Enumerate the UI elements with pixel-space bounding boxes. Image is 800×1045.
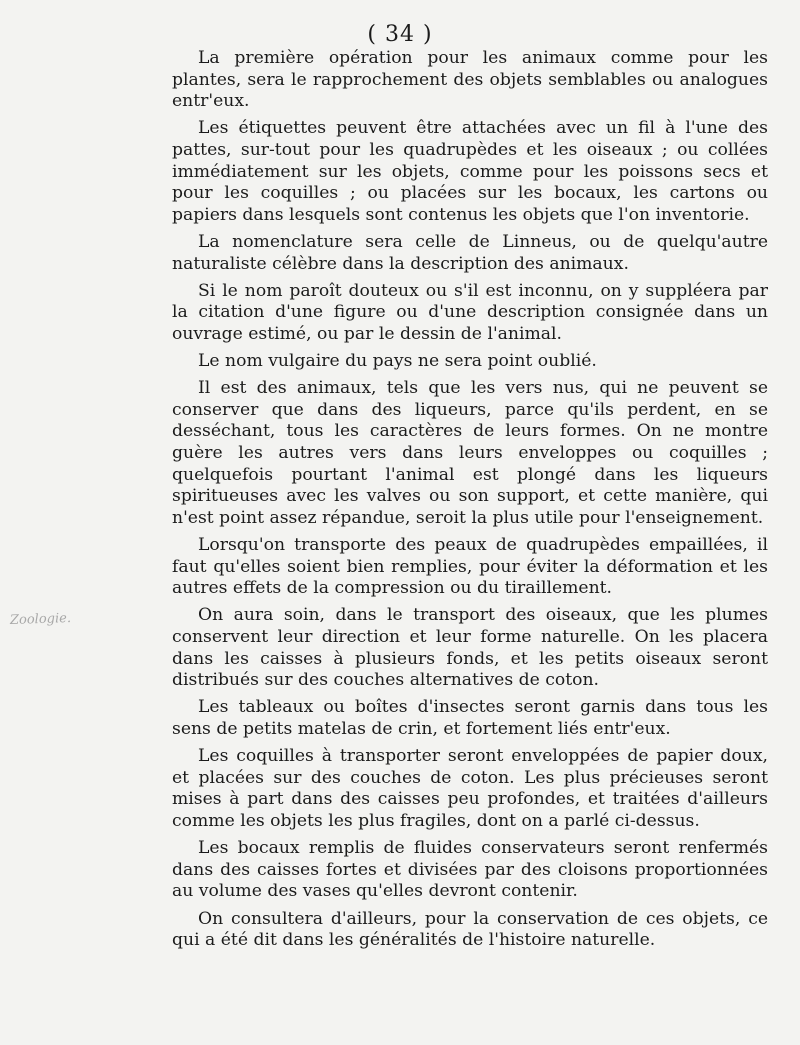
- page-number: ( 34 ): [367, 22, 433, 47]
- paragraph-rapprochement: La première opération pour les animaux comme pour les plantes, sera le rapprochement des objets semblables ou analogues entr'eux.: [172, 48, 768, 112]
- margin-note: Zoologie.: [9, 610, 72, 629]
- paragraph-coquilles: Les coquilles à transporter seront enveloppées de papier doux, et placées sur des couches de coton. Les plus précieuses seront mises à part dans des caisses peu profondes, et traitées d'ailleurs comme les objets les plus fragiles, dont on a parlé ci-dessus.: [172, 746, 768, 831]
- body-text: [172, 48, 768, 957]
- paragraph-bocaux: Les bocaux remplis de fluides conservateurs seront renfermés dans des caisses fortes et divisées par des cloisons proportionnées au volume des vases qu'elles devront contenir.: [172, 838, 768, 902]
- paragraph-insectes: Les tableaux ou boîtes d'insectes seront garnis dans tous les sens de petits matelas de crin, et fortement liés entr'eux.: [172, 697, 768, 739]
- paragraph-nom-douteux: Si le nom paroît douteux ou s'il est inconnu, on y suppléera par la citation d'une figure ou d'une description consignée dans un ouvrage estimé, ou par le dessin de l'animal.: [172, 280, 768, 344]
- paragraph-etiquettes: Les étiquettes peuvent être attachées avec un fil à l'une des pattes, sur-tout pour les quadrupèdes et les oiseaux ; ou collées immédiatement sur les objets, comme pour les poissons secs et pour les coquilles ; ou placées sur les bocaux, les cartons ou papiers dans lesquels sont contenus les objets que l'on inventorie.: [172, 118, 768, 225]
- paragraph-vers: Il est des animaux, tels que les vers nus, qui ne peuvent se conserver que dans des liqueurs, parce qu'ils perdent, en se desséchant, tous les caractères de leurs formes. On ne montre guère les autres vers dans leurs enveloppes ou coquilles ; quelquefois pourtant l'animal est plongé dans les liqueurs spiritueuses avec les valves ou son support, et cette manière, qui n'est point assez répandue, seroit la plus utile pour l'enseignement.: [172, 378, 768, 528]
- paragraph-nom-vulgaire: Le nom vulgaire du pays ne sera point oublié.: [198, 351, 597, 372]
- paragraph-conservation: On consultera d'ailleurs, pour la conservation de ces objets, ce qui a été dit dans les généralités de l'histoire naturelle.: [172, 908, 768, 951]
- paragraph-peaux: Lorsqu'on transporte des peaux de quadrupèdes empaillées, il faut qu'elles soient bien remplies, pour éviter la déformation et les autres effets de la compression ou du tiraillement.: [172, 535, 768, 599]
- paragraph-oiseaux: On aura soin, dans le transport des oiseaux, que les plumes conservent leur direction et leur forme naturelle. On les placera dans les caisses à plusieurs fonds, et les petits oiseaux seront distribués sur des couches alternatives de coton.: [172, 605, 768, 691]
- paragraph-nomenclature: La nomenclature sera celle de Linneus, ou de quelqu'autre naturaliste célèbre dans la description des animaux.: [172, 231, 768, 274]
